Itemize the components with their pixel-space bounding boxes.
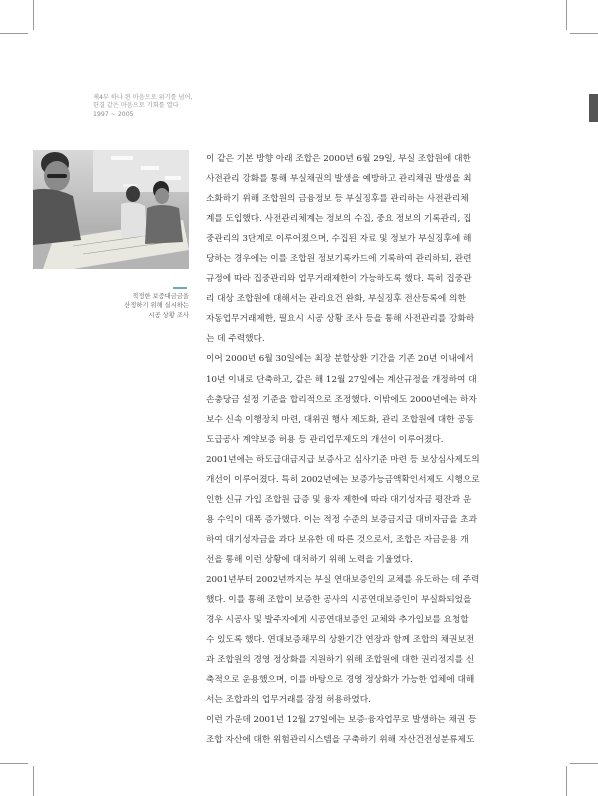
- body-line: 계를 도입했다. 사전관리체계는 정보의 수집, 중요 정보의 기록관리, 집: [206, 214, 472, 225]
- body-line: 과 조합원의 경영 정상화를 지원하기 위해 조합원에 대한 권리정지를 신: [206, 655, 475, 666]
- body-line: 중관리의 3단계로 이루어졌으며, 수집된 자료 및 정보가 부실징후에 해: [206, 234, 472, 245]
- photo-caption: [118, 292, 189, 320]
- running-header: [93, 94, 223, 119]
- crop-mark-top-right-h: [570, 33, 598, 34]
- body-line: 하여 대기성자금을 과다 보유한 데 따른 것으로서, 조합은 자금운용 개: [206, 534, 469, 545]
- body-line: 리 대상 조합원에 대해서는 관리요건 완화, 부실징후 전산등록에 의한: [206, 294, 466, 305]
- body-line: 수 있도록 했다. 연대보증채무의 상환기간 연장과 함께 조합의 채권보전: [206, 635, 475, 646]
- body-line: 선을 통해 이런 상황에 대처하기 위해 노력을 기울였다.: [206, 554, 413, 565]
- photo-image: [33, 150, 189, 269]
- caption-line: 적정한 보증대금금을: [132, 293, 189, 300]
- crop-mark-top-left: [33, 0, 34, 30]
- crop-mark-top-right: [566, 0, 567, 30]
- body-line: 용 수익이 대폭 증가했다. 이는 적정 수준의 보증금지급 대비자금을 초과: [206, 514, 477, 525]
- crop-mark-top-left-h: [0, 33, 28, 34]
- caption-line: 시공 상황 조사: [148, 311, 189, 319]
- body-line: 10년 이내로 단축하고, 같은 해 12월 27일에는 계산규정을 개정하여 대: [206, 374, 477, 385]
- body-line: 이 같은 기본 방향 아래 조합은 2000년 6월 29일, 부실 조합원에 대한: [206, 154, 471, 164]
- body-line: 손충당금 설정 기준을 합리적으로 조정했다. 이밖에도 2000년에는 하자: [206, 394, 477, 405]
- caption-marker: [173, 287, 187, 289]
- body-line: 규정에 따라 집중관리와 업무거래제한이 가능하도록 했다. 특히 집중관: [206, 274, 472, 285]
- body-line: 경우 시공사 및 발주자에게 시공연대보증인 교체와 추가입보를 요청할: [206, 615, 469, 626]
- body-line: 자동업무거래제한, 필요시 시공 상황 조사 등을 통해 사전관리를 강화하: [206, 314, 475, 325]
- header-line: 1997 ~ 2005: [93, 110, 134, 118]
- body-line: 소화하기 위해 조합원의 금융정보 등 부실징후를 관리하는 사전관리체: [206, 194, 469, 205]
- body-line: 사전관리 강화를 통해 부실채권의 발생을 예방하고 관리채권 발생을 최: [206, 174, 472, 185]
- header-line: 한결 같은 마음으로 기회를 열다: [93, 102, 179, 110]
- body-line: 당하는 경우에는 이를 조합원 정보기록카드에 기록하여 관리하되, 관련: [206, 254, 472, 265]
- section-tab: [589, 94, 598, 122]
- crop-mark-bottom-left: [33, 766, 34, 796]
- header-line: 제4부 하나 된 마음으로 위기를 넘어,: [93, 94, 193, 101]
- body-line: 이런 가운데 2001년 12월 27일에는 보증·융자업무로 발생하는 채권 등: [206, 715, 477, 726]
- body-line: 는 데 주력했다.: [206, 334, 265, 345]
- body-line: 보수 신속 이행장치 마련, 대위권 행사 제도화, 관리 조합원에 대한 공동: [206, 414, 475, 425]
- caption-line: 산정하기 위해 실시하는: [124, 302, 189, 310]
- body-line: 이어 2000년 6월 30일에는 최장 분할상환 기간을 기존 20년 이내에서: [206, 354, 474, 365]
- body-text: [206, 149, 500, 750]
- crop-mark-bottom-right-h: [570, 763, 598, 764]
- body-line: 개선이 이루어졌다. 특히 2002년에는 보증가능금액확인서제도 시행으로: [206, 474, 480, 485]
- crop-mark-bottom-left-h: [0, 763, 28, 764]
- body-line: 조합 자산에 대한 위험관리시스템을 구축하기 위해 자산건전성분류제도: [206, 735, 475, 746]
- body-line: 인한 신규 가입 조합원 급증 및 융자 제한에 따라 대기성자금 평잔과 운: [206, 494, 472, 505]
- crop-mark-bottom-right: [566, 766, 567, 796]
- body-line: 도급공사 계약보증 허용 등 관리업무제도의 개선이 이루어졌다.: [206, 434, 444, 445]
- body-line: 서는 조합과의 업무거래를 잠정 허용하였다.: [206, 695, 371, 706]
- body-line: 2001년에는 하도급대금지급 보증사고 심사기준 마련 등 보상심사제도의: [206, 454, 480, 465]
- body-line: 2001년부터 2002년까지는 부실 연대보증인의 교체를 유도하는 데 주력: [206, 574, 480, 585]
- site-inspection-photo: [33, 150, 189, 269]
- body-line: 했다. 이를 통해 조합이 보증한 공사의 시공연대보증인이 부실화되었을: [206, 595, 472, 606]
- body-line: 축적으로 운용했으며, 이를 바탕으로 경영 정상화가 가능한 업체에 대해: [206, 675, 475, 686]
